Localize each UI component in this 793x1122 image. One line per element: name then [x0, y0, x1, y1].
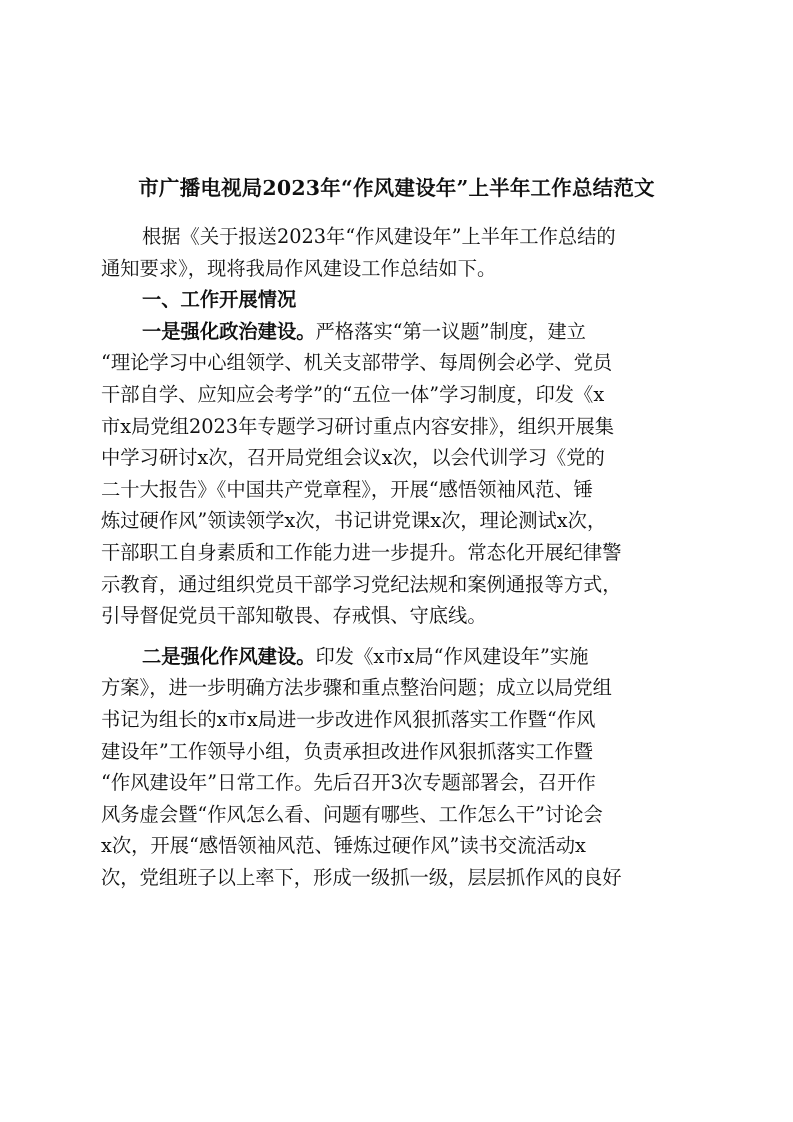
paragraph-line: 风务虚会暨“作风怎么看、问题有哪些、工作怎么干”讨论会: [101, 802, 603, 826]
paragraph-line: 示教育，通过组织党员干部学习党纪法规和案例通报等方式，: [101, 572, 622, 596]
paragraph-first-line: [101, 316, 689, 348]
paragraph-first-line: [101, 641, 689, 673]
document-title: 市广播电视局2023年“作风建设年”上半年工作总结范文: [138, 176, 655, 200]
paragraph-line: 建设年”工作领导小组，负责承担改进作风狠抓落实工作暨: [101, 739, 593, 763]
paragraph-line: 次，党组班子以上率下，形成一级抓一级，层层抓作风的良好: [101, 865, 622, 889]
paragraph-line: 中学习研讨x次，召开局党组会议x次，以会代训学习《党的: [101, 446, 605, 470]
section-heading: 一、工作开展情况: [142, 288, 297, 312]
paragraph-lead: 二是强化作风建设。: [142, 644, 316, 668]
paragraph-line: 市x局党组2023年专题学习研讨重点内容安排》，组织开展集: [101, 414, 615, 438]
paragraph-line: “作风建设年”日常工作。先后召开3次专题部署会，召开作: [101, 771, 596, 795]
document-body: [101, 221, 689, 893]
paragraph-line: 二十大报告》《中国共产党章程》，开展“感悟领袖风范、锤: [101, 477, 593, 501]
paragraph-line: x次，开展“感悟领袖风范、锤炼过硬作风”读书交流活动x: [101, 834, 586, 858]
paragraph-line: “理论学习中心组领学、机关支部带学、每周例会必学、党员: [101, 351, 613, 375]
paragraph-line: 炼过硬作风”领读领学x次，书记讲党课x次，理论测试x次，: [101, 509, 607, 533]
paragraph-text: 严格落实“第一议题”制度，建立: [315, 319, 586, 343]
paragraph-line: 干部职工自身素质和工作能力进一步提升。常态化开展纪律警: [101, 540, 622, 564]
intro-line: 通知要求》，现将我局作风建设工作总结如下。: [101, 256, 497, 280]
paragraph-line: 方案》，进一步明确方法步骤和重点整治问题；成立以局党组: [101, 676, 612, 700]
paragraph-line: 干部自学、应知应会考学”的“五位一体”学习制度，印发《x: [101, 382, 605, 406]
paragraph-lead: 一是强化政治建设。: [142, 319, 316, 343]
paragraph-text: 印发《x市x局“作风建设年”实施: [315, 644, 589, 668]
paragraph-line: 引导督促党员干部知敬畏、存戒惧、守底线。: [101, 604, 487, 628]
intro-line: 根据《关于报送2023年“作风建设年”上半年工作总结的: [142, 225, 616, 248]
paragraph-line: 书记为组长的x市x局进一步改进作风狠抓落实工作暨“作风: [101, 707, 596, 731]
paragraph-spacer: [101, 632, 689, 641]
